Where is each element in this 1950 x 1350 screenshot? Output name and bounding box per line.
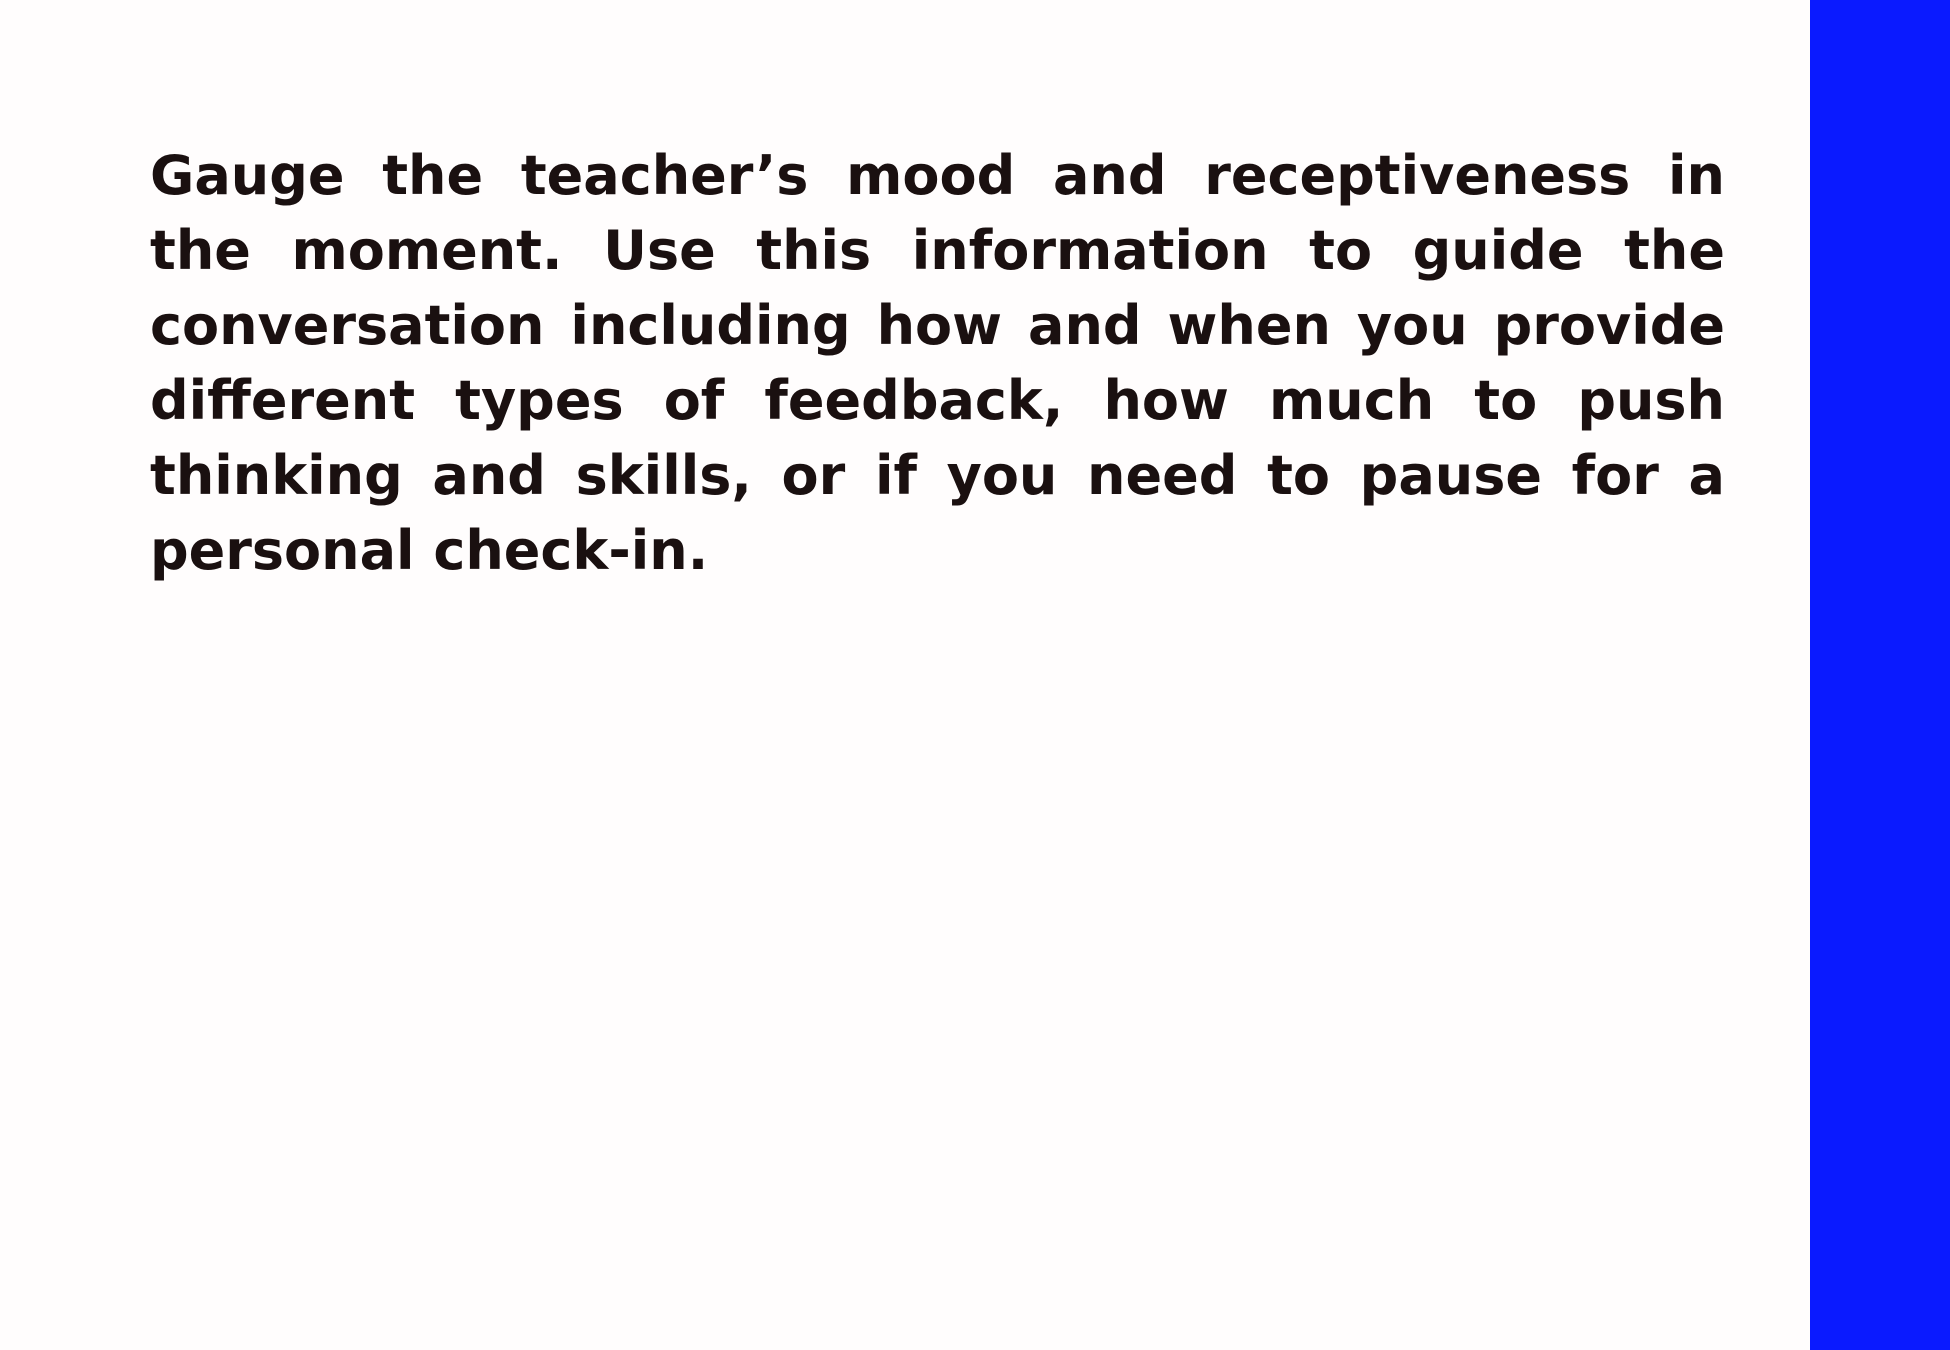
blue-side-band [1810, 0, 1950, 1350]
body-paragraph: Gauge the teacher’s mood and receptiveness in the moment. Use this information to guide the conversation including how and when you provide different types of feedback, how much to push thinking and skills, or if you need to pause for a personal check-in. [150, 144, 1725, 582]
